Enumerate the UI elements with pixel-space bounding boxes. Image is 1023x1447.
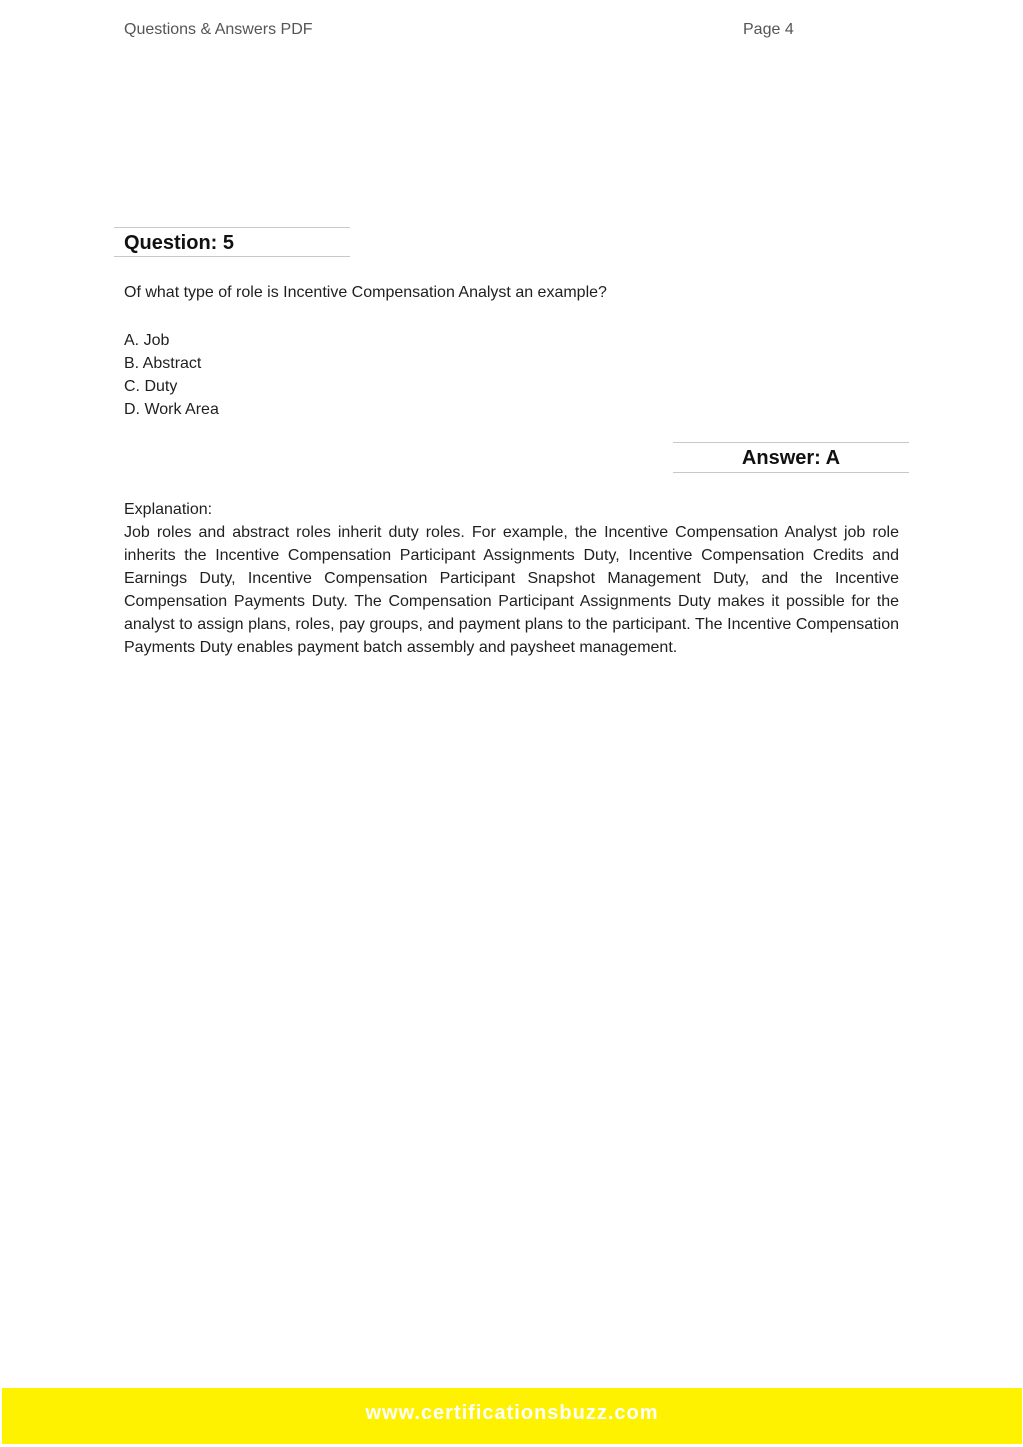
answer-heading <box>673 442 909 473</box>
header-title: Questions & Answers PDF <box>124 21 313 38</box>
option-a: A. Job <box>124 332 170 349</box>
answer-options <box>124 329 219 421</box>
question-heading <box>114 227 350 257</box>
question-heading-text: Question: 5 <box>124 232 235 254</box>
explanation-label: Explanation: <box>124 501 213 518</box>
explanation-body: Job roles and abstract roles inherit duty roles. For example, the Incentive Compensation Analyst job role inherits the Incentive Compensation Participant Assignments Duty, Incentive Compensation Credits and Earnings Duty, Incentive Compensation Participant Snapshot Management Duty, and the Incentive Compensation Payments Duty. The Compensation Participant Assignments Duty makes it possible for the analyst to assign plans, roles, pay groups, and payment plans to the participant. The Incentive Compensation Payments Duty enables payment batch assembly and paysheet management. <box>124 524 899 656</box>
option-c: C. Duty <box>124 378 178 395</box>
footer-url-link[interactable]: www.certificationsbuzz.com <box>365 1402 659 1424</box>
option-d: D. Work Area <box>124 401 219 418</box>
option-b: B. Abstract <box>124 355 202 372</box>
page-header <box>124 21 794 43</box>
question-text: Of what type of role is Incentive Compensation Analyst an example? <box>124 284 607 301</box>
page-number: Page 4 <box>743 21 794 38</box>
answer-heading-text: Answer: A <box>741 447 841 469</box>
footer-bar <box>2 1388 1022 1444</box>
